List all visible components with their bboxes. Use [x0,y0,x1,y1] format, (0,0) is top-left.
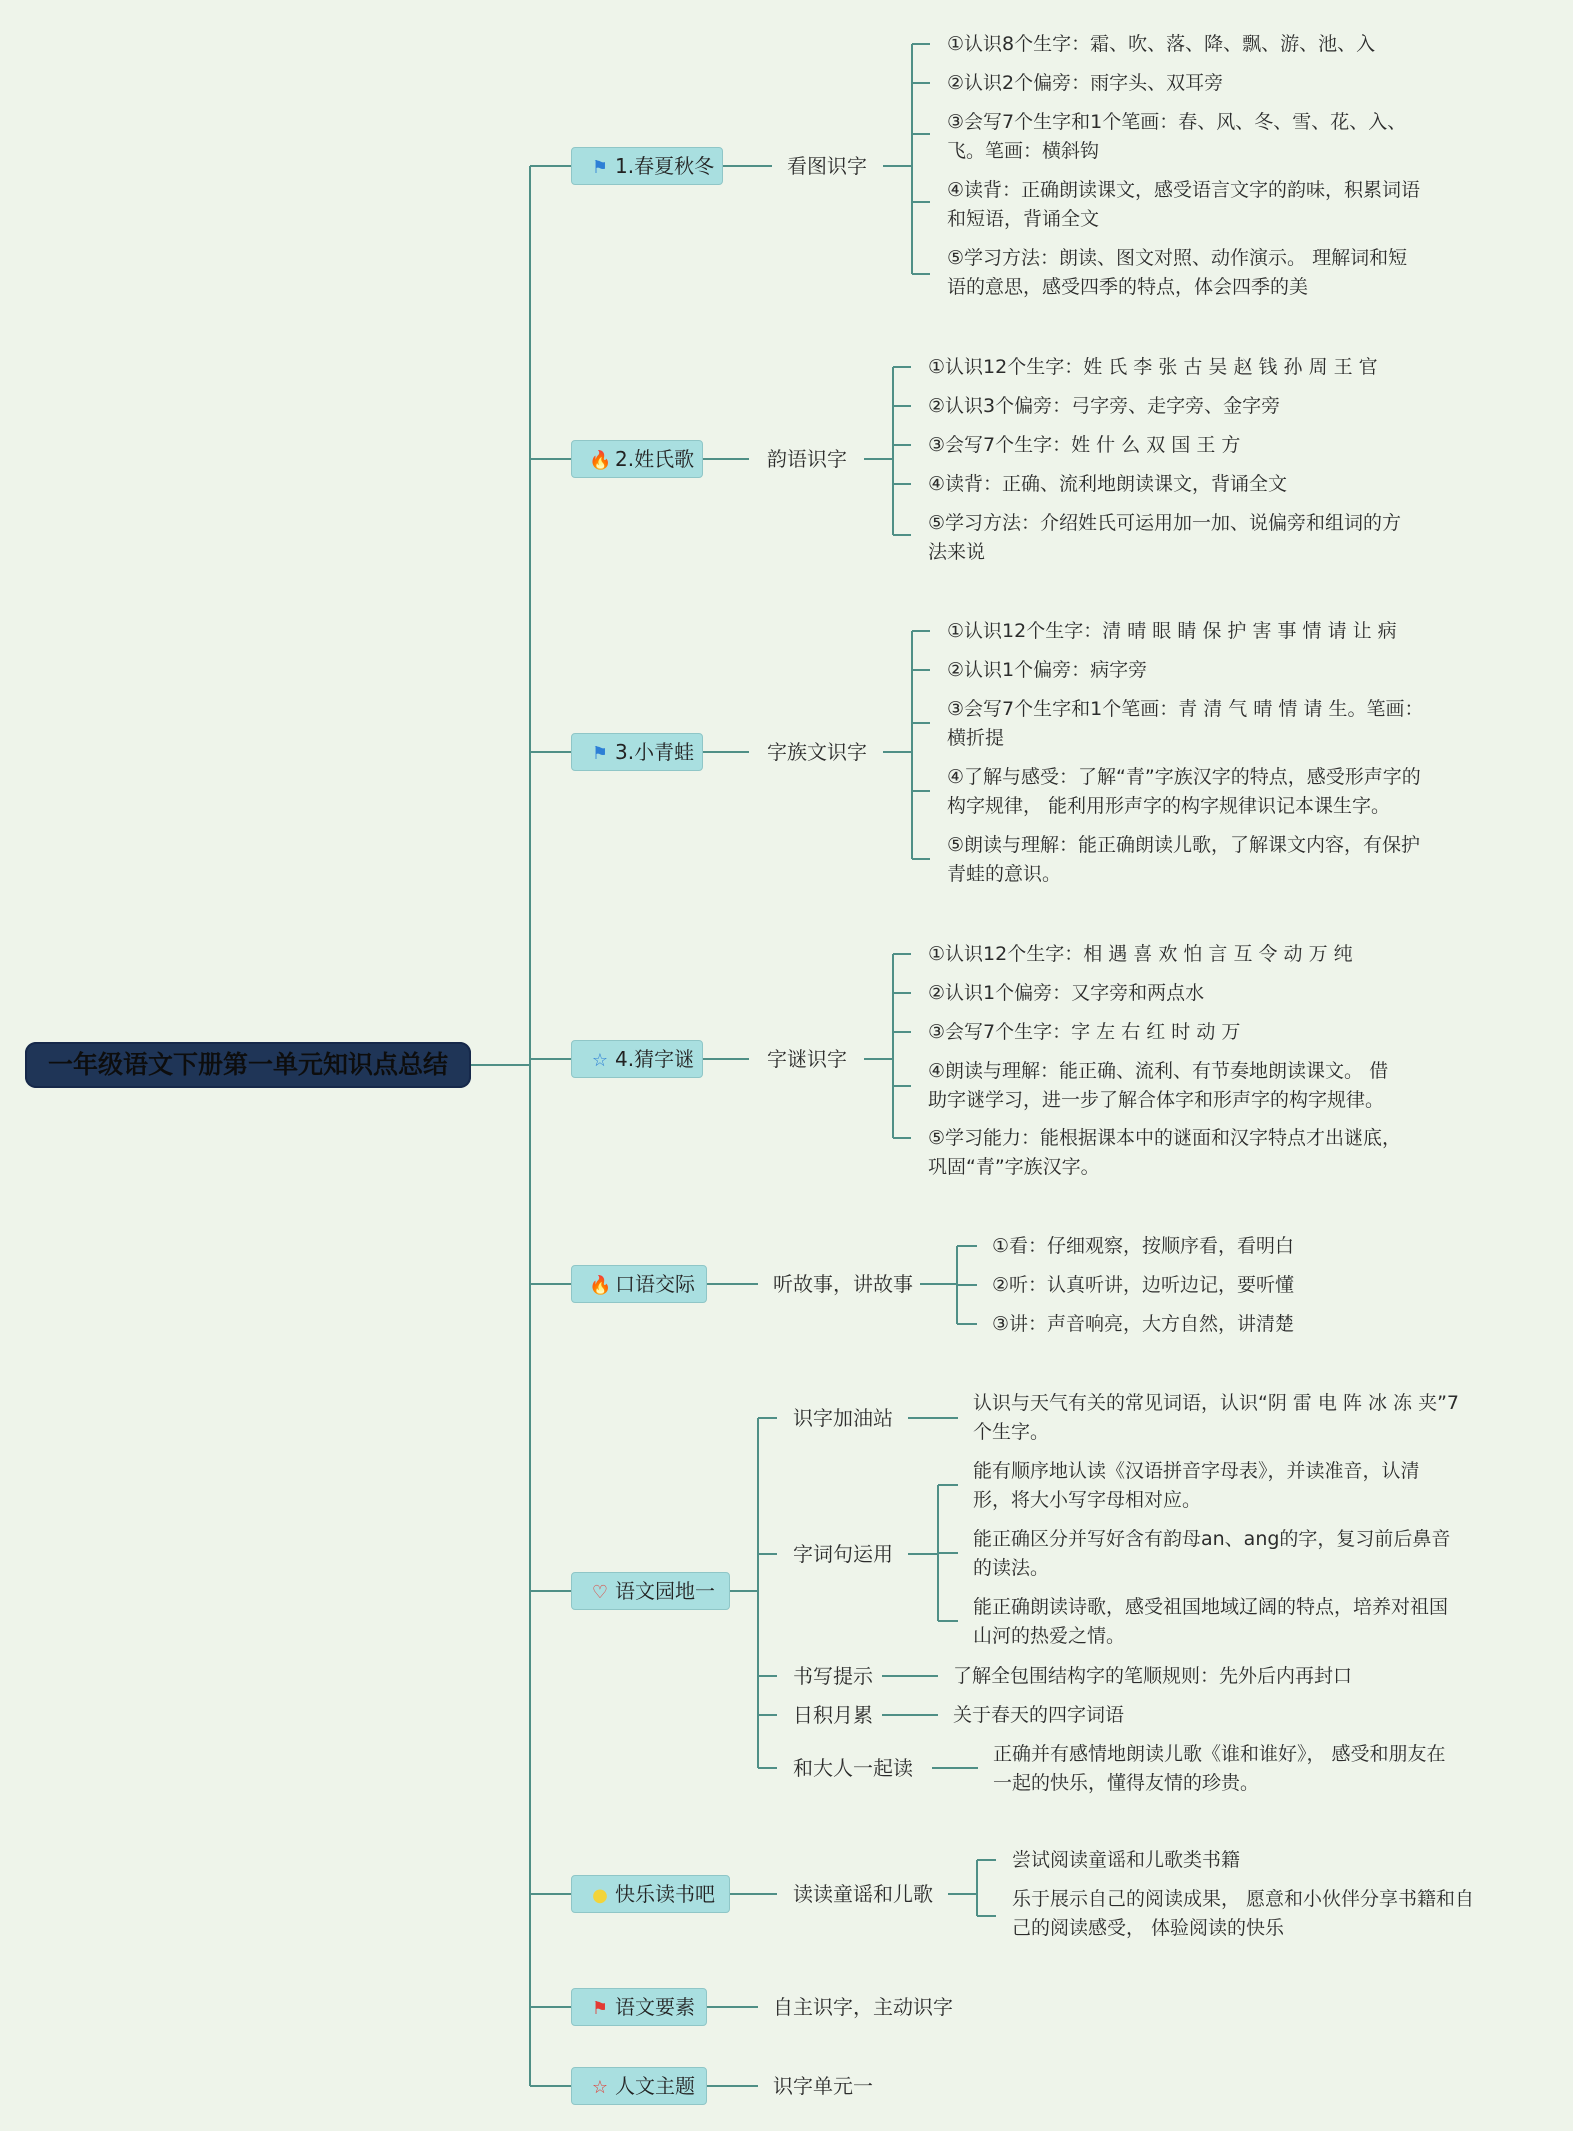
leaf-line: 语的意思，感受四季的特点，体会四季的美 [947,276,1309,298]
leaf-line: ④朗读与理解：能正确、流利、有节奏地朗读课文。 借 [928,1060,1389,1082]
leaf-line: 能正确区分并写好含有韵母an、ang的字，复习前后鼻音 [973,1528,1451,1550]
leaf-item[interactable]: 了解全包围结构字的笔顺规则：先外后内再封口 [953,1665,1353,1687]
topic-surname-song[interactable] [571,440,703,478]
leaf-line: ⑤学习方法：朗读、图文对照、动作演示。 理解词和短 [947,247,1408,269]
sub-topic-rhyme-literacy[interactable]: 韵语识字 [767,447,847,471]
leaf-item[interactable]: ①认识8个生字：霜、吹、落、降、飘、游、池、入 [947,33,1376,55]
leaf-item[interactable] [947,695,1423,753]
leaf-item[interactable]: ②认识2个偏旁：雨字头、双耳旁 [947,72,1224,94]
leaf-line: 构字规律， 能利用形声字的构字规律识记本课生字。 [947,795,1391,817]
leaf-line: 能正确朗读诗歌，感受祖国地域辽阔的特点，培养对祖国 [973,1596,1449,1618]
leaf-line: ④读背：正确朗读课文，感受语言文字的韵味，积累词语 [947,179,1421,201]
leaf-item[interactable] [947,244,1407,302]
leaf-line: 一起的快乐，懂得友情的珍贵。 [993,1772,1260,1794]
leaf-line: 己的阅读感受， 体验阅读的快乐 [1012,1917,1285,1939]
red-flag-icon: ⚑ [591,1998,609,2019]
topic-label: 3.小青蛙 [615,740,695,764]
leaf-line: ⑤朗读与理解：能正确朗读儿歌，了解课文内容，有保护 [947,834,1421,856]
topic-little-frog[interactable] [571,733,703,771]
leaf-item[interactable]: ①认识12个生字：姓 氏 李 张 古 吴 赵 钱 孙 周 王 官 [928,356,1378,378]
leaf-line: 个生字。 [973,1421,1050,1443]
leaf-item[interactable] [1012,1885,1474,1943]
sub-topic-read-with-adults[interactable]: 和大人一起读 [793,1756,913,1780]
leaf-line: ④了解与感受：了解“青”字族汉字的特点，感受形声字的 [947,766,1421,788]
leaf-line: 飞。笔画：横斜钩 [947,140,1100,162]
leaf-line: ⑤学习方法：介绍姓氏可运用加一加、说偏旁和组词的方 [928,512,1402,534]
leaf-item[interactable] [947,108,1406,166]
topic-chinese-garden-one[interactable] [571,1572,730,1610]
leaf-item[interactable] [973,1389,1459,1447]
topic-label: 口语交际 [615,1272,695,1296]
flag-icon: ⚑ [591,157,609,178]
root-topic[interactable]: 一年级语文下册第一单元知识点总结 [25,1042,471,1088]
leaf-line: 法来说 [928,541,986,563]
leaf-item[interactable]: ①认识12个生字：相 遇 喜 欢 怕 言 互 令 动 万 纯 [928,943,1353,965]
leaf-line: 正确并有感情地朗读儿歌《谁和谁好》， 感受和朋友在 [993,1743,1446,1765]
leaf-line: 形，将大小写字母相对应。 [973,1489,1202,1511]
topic-humanistic-theme[interactable] [571,2067,707,2105]
topic-happy-reading-bar[interactable] [571,1875,730,1913]
leaf-line: 巩固“青”字族汉字。 [928,1156,1100,1178]
lightbulb-icon: ● [592,1885,608,1906]
leaf-item[interactable]: ①认识12个生字：清 晴 眼 睛 保 护 害 事 情 请 让 病 [947,620,1397,642]
leaf-line: 能有顺序地认读《汉语拼音字母表》，并读准音，认清 [973,1460,1420,1482]
leaf-item[interactable] [947,763,1421,821]
leaf-item[interactable]: ②认识3个偏旁：弓字旁、走字旁、金字旁 [928,395,1281,417]
sub-topic-word-family-literacy[interactable]: 字族文识字 [767,740,867,764]
sub-topic-writing-tips[interactable]: 书写提示 [793,1664,873,1688]
leaf-item[interactable]: 尝试阅读童谣和儿歌类书籍 [1012,1849,1241,1871]
sub-topic-picture-literacy[interactable]: 看图识字 [787,154,867,178]
leaf-item[interactable]: ③讲：声音响亮，大方自然，讲清楚 [992,1313,1295,1335]
leaf-item[interactable] [973,1525,1450,1583]
leaf-item[interactable]: ④读背：正确、流利地朗读课文，背诵全文 [928,473,1288,495]
flag-icon: ⚑ [591,743,609,764]
leaf-line: ③会写7个生字和1个笔画：春、风、冬、雪、花、入、 [947,111,1407,133]
flame-icon: 🔥 [589,450,612,471]
leaf-line: 青蛙的意识。 [947,863,1062,885]
sub-topic-daily-accumulation[interactable]: 日积月累 [793,1703,873,1727]
leaf-item[interactable] [928,1057,1388,1115]
heart-outline-icon: ♡ [591,1582,609,1603]
leaf-item[interactable]: ②认识1个偏旁：病字旁 [947,659,1148,681]
leaf-item[interactable]: ②认识1个偏旁：又字旁和两点水 [928,982,1205,1004]
leaf-item[interactable]: ③会写7个生字：姓 什 么 双 国 王 方 [928,434,1241,456]
red-star-outline-icon: ☆ [591,2077,609,2098]
topic-language-elements[interactable] [571,1988,707,2026]
star-outline-icon: ☆ [591,1050,609,1071]
topic-oral-communication[interactable] [571,1265,707,1303]
sub-topic-literacy-station[interactable]: 识字加油站 [793,1406,893,1430]
leaf-line: ③会写7个生字和1个笔画：青 清 气 晴 情 请 生。笔画： [947,698,1424,720]
leaf-item[interactable]: ②听：认真听讲，边听边记，要听懂 [992,1274,1295,1296]
leaf-line: 山河的热爱之情。 [973,1625,1126,1647]
sub-topic-listen-tell-story[interactable]: 听故事，讲故事 [773,1272,913,1296]
leaf-item[interactable]: ①看：仔细观察，按顺序看，看明白 [992,1235,1295,1257]
sub-topic-literacy-unit-one[interactable]: 识字单元一 [773,2074,873,2098]
sub-topic-self-literacy[interactable]: 自主识字，主动识字 [773,1995,953,2019]
leaf-line: 的读法。 [973,1557,1050,1579]
sub-topic-riddle-literacy[interactable]: 字谜识字 [767,1047,847,1071]
leaf-item[interactable] [973,1457,1420,1515]
topic-label: 4.猜字谜 [615,1047,695,1071]
leaf-line: 乐于展示自己的阅读成果， 愿意和小伙伴分享书籍和自 [1012,1888,1475,1910]
topic-label: 快乐读书吧 [615,1882,715,1906]
topic-spring-summer[interactable] [571,147,723,185]
sub-topic-read-nursery-rhymes[interactable]: 读读童谣和儿歌 [793,1882,933,1906]
leaf-line: 认识与天气有关的常见词语，认识“阴 雷 电 阵 冰 冻 夹”7 [973,1392,1460,1414]
leaf-item[interactable] [973,1593,1448,1651]
topic-label: 语文要素 [615,1995,695,2019]
leaf-item[interactable] [928,1124,1401,1182]
leaf-item[interactable] [993,1740,1446,1798]
topic-label: 1.春夏秋冬 [615,154,715,178]
flame-icon: 🔥 [589,1275,612,1296]
topic-label: 语文园地一 [615,1579,715,1603]
leaf-item[interactable] [947,176,1420,234]
leaf-line: ⑤学习能力：能根据课本中的谜面和汉字特点才出谜底， [928,1127,1402,1149]
leaf-item[interactable]: ③会写7个生字：字 左 右 红 时 动 万 [928,1021,1241,1043]
topic-label: 人文主题 [615,2074,695,2098]
sub-topic-word-sentence-use[interactable]: 字词句运用 [793,1542,893,1566]
leaf-item[interactable] [947,831,1420,889]
topic-label: 2.姓氏歌 [615,447,695,471]
leaf-line: 助字谜学习，进一步了解合体字和形声字的构字规律。 [928,1089,1385,1111]
topic-riddle[interactable] [571,1040,703,1078]
leaf-item[interactable]: 关于春天的四字词语 [953,1704,1125,1726]
leaf-item[interactable] [928,509,1401,567]
leaf-line: 和短语，背诵全文 [947,208,1100,230]
leaf-line: 横折提 [947,727,1005,749]
